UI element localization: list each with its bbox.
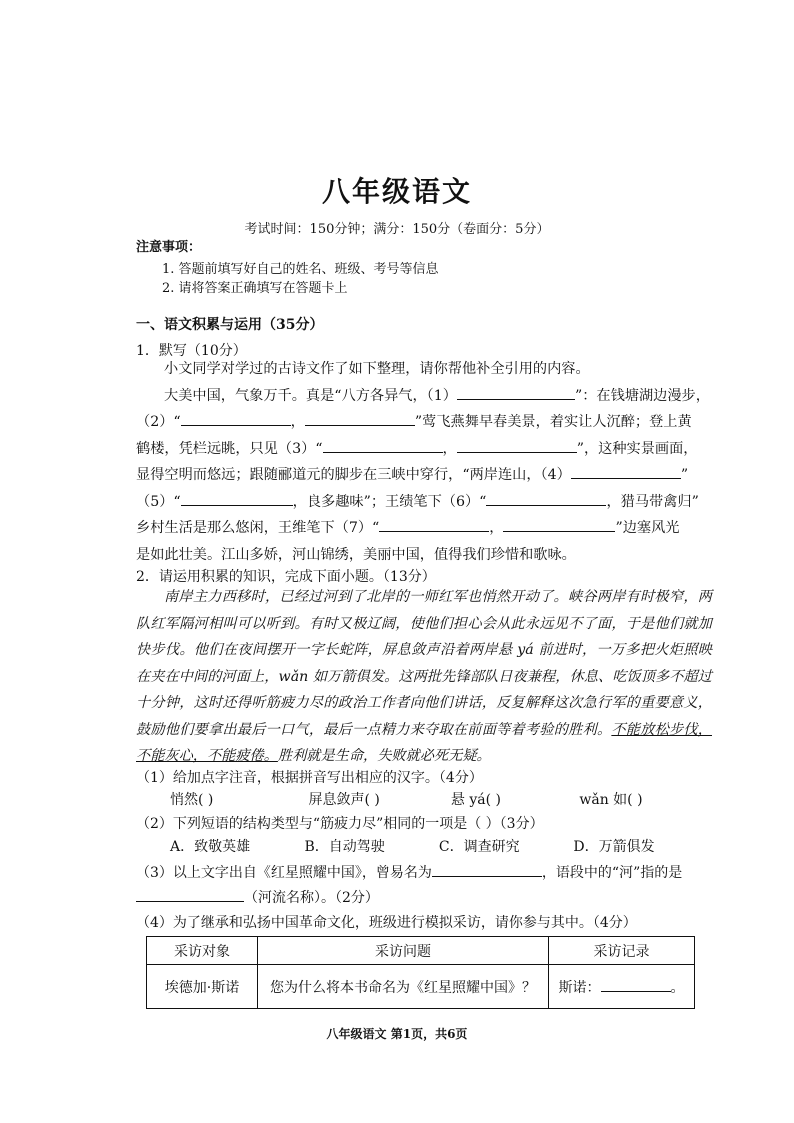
notes-heading: 注意事项： xyxy=(136,240,202,255)
answer-blank[interactable] xyxy=(571,464,681,479)
q1-line: （2）“ ， ”莺飞燕舞早春美景，着实让人沉醉；登上黄 xyxy=(136,409,712,436)
question-1-heading: 1．默写（10分） xyxy=(136,343,247,359)
reading-passage: 南岸主力西移时，已经过河到了北岸的一师红军也悄然开动了。峡谷两岸有时极窄，两队红军隔河相叫可以听到。有时又极辽阔，使他们担心会从此永远见不了面，于是他们就加快步伐。他们在夜间摆开一字长蛇阵，屏息敛声沿着两岸悬 yá 前进时，一万多把火炬照映在夹在中间的河面上，wǎn 如万箭俱发。这两批先锋部队日夜兼程，休息、吃饭顶多不超过十分钟，这时还得听筋疲力尽的政治工作者向他们讲话，反复解释这次急行军的重要意义，鼓励他们要拿出最后一口气，最后一点精力来夺取在前面等着考验的胜利。不能放松步伐，不能灰心，不能疲倦。胜利就是生命，失败就必死无疑。 xyxy=(136,589,712,764)
option-row xyxy=(170,836,710,856)
pinyin-item[interactable]: 悄然( ) xyxy=(170,792,214,808)
pinyin-row xyxy=(170,789,710,809)
exam-info: 考试时间：150分钟；满分：150分（卷面分：5分） xyxy=(244,222,550,237)
sub-question-2: （2）下列短语的结构类型与“筋疲力尽”相同的一项是（ ）（3分） xyxy=(136,816,544,832)
q1-intro: 小文同学对学过的古诗文作了如下整理，请你帮他补全引用的内容。 xyxy=(164,361,590,377)
pinyin-item[interactable]: 悬 yá( ) xyxy=(450,792,501,808)
pinyin-item[interactable]: wǎn 如( ) xyxy=(579,792,643,808)
table-header: 采访对象 xyxy=(147,937,258,965)
answer-blank[interactable] xyxy=(601,977,671,992)
table-header: 采访记录 xyxy=(549,937,695,965)
sub-question-3: （3）以上文字出自《红星照耀中国》，曾易名为 ，语段中的“河”指的是 xyxy=(136,862,682,882)
sub-question-4: （4）为了继承和弘扬中国革命文化，班级进行模拟采访，请你参与其中。（4分） xyxy=(136,915,637,931)
interview-table xyxy=(146,936,695,1009)
q1-line: （5）“ ，良多趣味”；王绩笔下（6）“ ，猎马带禽归” xyxy=(136,489,712,516)
option-d[interactable]: D．万箭俱发 xyxy=(573,839,655,855)
note-item: 1. 答题前填写好自己的姓名、班级、考号等信息 xyxy=(162,262,439,277)
section-heading: 一、语文积累与运用（35分） xyxy=(136,317,324,333)
answer-blank[interactable] xyxy=(323,438,443,453)
table-cell-record: 斯诺： 。 xyxy=(549,965,695,1009)
answer-blank[interactable] xyxy=(457,438,577,453)
table-cell: 您为什么将本书命名为《红星照耀中国》？ xyxy=(258,965,549,1009)
table-header: 采访问题 xyxy=(258,937,549,965)
table-cell: 埃德加·斯诺 xyxy=(147,965,258,1009)
q1-line: 显得空明而悠远；跟随郦道元的脚步在三峡中穿行，“两岸连山，（4） ” xyxy=(136,462,712,489)
answer-blank[interactable] xyxy=(486,491,606,506)
sub-question-1: （1）给加点字注音，根据拼音写出相应的汉字。（4分） xyxy=(136,770,483,786)
q1-line: 大美中国，气象万千。真是“八方各异气，（1） ”：在钱塘湖边漫步， xyxy=(136,383,712,410)
page-footer: 八年级语文 第1页，共6页 xyxy=(326,1027,468,1041)
answer-blank[interactable] xyxy=(136,887,244,902)
answer-blank[interactable] xyxy=(503,517,615,532)
answer-blank[interactable] xyxy=(432,862,542,877)
q1-line: 乡村生活是那么悠闲，王维笔下（7）“ ， ”边塞风光 xyxy=(136,515,712,542)
answer-blank[interactable] xyxy=(181,411,291,426)
option-a[interactable]: A．致敬英雄 xyxy=(170,839,251,855)
question-2-heading: 2．请运用积累的知识，完成下面小题。（13分） xyxy=(136,569,436,585)
pinyin-item[interactable]: 屏息敛声( ) xyxy=(308,792,380,808)
sub-question-3-cont: （河流名称）。（2分） xyxy=(136,887,379,907)
page-title: 八年级语文 xyxy=(321,175,472,208)
q1-line: 是如此壮美。江山多娇，河山锦绣，美丽中国，值得我们珍惜和歌咏。 xyxy=(136,546,576,563)
underlined-sentence: 不能放松步伐，不能灰心，不能疲倦。 xyxy=(136,721,712,764)
question-1-body xyxy=(136,356,712,568)
table-row xyxy=(147,965,695,1009)
answer-blank[interactable] xyxy=(181,491,293,506)
q1-line: 鹤楼，凭栏远眺，只见（3）“ ， ”，这种实景画面， xyxy=(136,436,712,463)
answer-blank[interactable] xyxy=(457,385,575,400)
answer-blank[interactable] xyxy=(305,411,415,426)
answer-blank[interactable] xyxy=(379,517,489,532)
option-c[interactable]: C．调查研究 xyxy=(438,839,520,855)
option-b[interactable]: B．自动驾驶 xyxy=(304,839,385,855)
note-item: 2. 请将答案正确填写在答题卡上 xyxy=(162,281,348,296)
